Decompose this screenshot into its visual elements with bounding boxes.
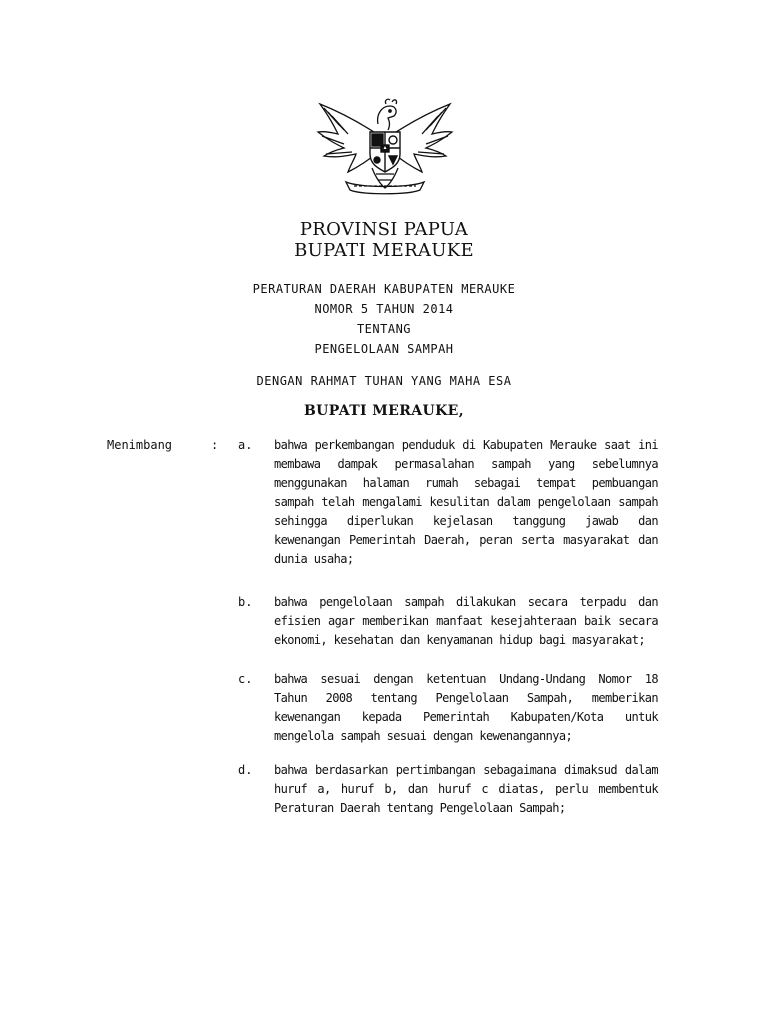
issuer-line [0, 403, 768, 419]
item-text: bahwa sesuai dengan ketentuan Undang-Undang Nomor 18 Tahun 2008 tentang Pengelolaan Sampah, memberikan kewenangan kepada Pemerintah Kabupaten/Kota untuk mengelola sampah sesuai dengan kewenangannya; [274, 672, 658, 743]
regulation-subject: PENGELOLAAN SAMPAH [314, 342, 454, 356]
title-block [0, 219, 768, 261]
item-letter: d. [238, 763, 253, 777]
item-text: bahwa pengelolaan sampah dilakukan secara terpadu dan efisien agar memberikan manfaat kesejahteraan baik secara ekonomi, kesehatan dan kenyamanan hidup bagi masyarakat; [274, 595, 658, 647]
regent-title: BUPATI MERAUKE [294, 240, 474, 261]
item-text: bahwa berdasarkan pertimbangan sebagaimana dimaksud dalam huruf a, huruf b, dan huruf c diatas, perlu membentuk Peraturan Daerah tentang Pengelolaan Sampah; [274, 763, 658, 815]
considering-colon: : [211, 438, 219, 452]
regulation-about-label: TENTANG [356, 322, 412, 336]
item-letter: c. [238, 672, 253, 686]
regulation-number: NOMOR 5 TAHUN 2014 [314, 302, 454, 316]
considering-label: Menimbang [107, 438, 173, 452]
regulation-heading [0, 279, 768, 359]
preamble-line [0, 371, 768, 391]
province-title: PROVINSI PAPUA [299, 219, 469, 240]
item-letter: b. [238, 595, 253, 609]
item-letter: a. [238, 438, 253, 452]
garuda-emblem-icon [310, 96, 460, 196]
preamble-text: DENGAN RAHMAT TUHAN YANG MAHA ESA [256, 374, 512, 388]
issuer-title: BUPATI MERAUKE, [303, 403, 465, 419]
item-text: bahwa perkembangan penduduk di Kabupaten Merauke saat ini membawa dampak permasalahan sampah yang sebelumnya menggunakan halaman rumah sebagai tempat pembuangan sampah telah mengalami kesulitan dalam pengelolaan sampah sehingga diperlukan kejelasan tanggung jawab dan kewenangan Pemerintah Daerah, peran serta masyarakat dan dunia usaha; [274, 438, 658, 566]
regulation-type: PERATURAN DAERAH KABUPATEN MERAUKE [252, 282, 516, 296]
